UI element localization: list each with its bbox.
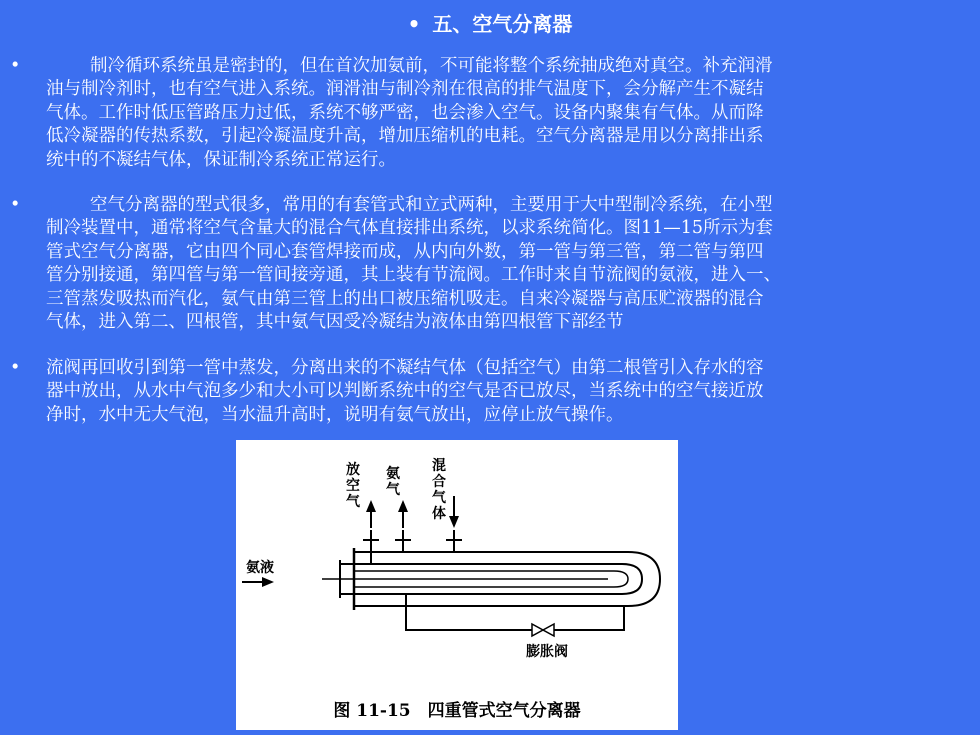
label-ammonia-liquid: 氨液 bbox=[246, 560, 274, 576]
paragraph-1 bbox=[10, 55, 958, 172]
text-line: 流阀再回收引到第一管中蒸发，分离出来的不凝结气体（包括空气）由第二根管引入存水的容 bbox=[46, 358, 764, 378]
text-line: 空气分离器的型式很多，常用的有套管式和立式两种，主要用于大中型制冷系统，在小型 bbox=[90, 195, 773, 215]
bullet: • bbox=[10, 358, 21, 378]
text-line: 管分别接通，第四管与第一管间接旁通，其上装有节流阀。工作时来自节流阀的氨液，进入一、 bbox=[46, 265, 781, 286]
text-line: 油与制冷剂时，也有空气进入系统。润滑油与制冷剂在很高的排气温度下，会分解产生不凝结 bbox=[46, 79, 764, 100]
label-expansion-valve: 膨胀阀 bbox=[526, 644, 568, 660]
text-line: 净时，水中无大气泡，当水温升高时，说明有氨气放出，应停止放气操作。 bbox=[46, 404, 624, 425]
air-separator-diagram bbox=[236, 440, 678, 730]
bullet: • bbox=[10, 56, 21, 76]
bypass-line bbox=[406, 594, 532, 630]
paragraph-2 bbox=[10, 194, 958, 334]
label-mixed-gas: 混合气体 bbox=[432, 458, 446, 522]
text-line: 制冷循环系统虽是密封的，但在首次加氨前，不可能将整个系统抽成绝对真空。补充润滑 bbox=[90, 56, 773, 76]
text-line: 制冷装置中，通常将空气含量大的混合气体直接排出系统，以求系统简化。图11—15所示为套 bbox=[46, 218, 774, 239]
air-separator-figure bbox=[236, 440, 678, 730]
text-line: 低冷凝器的传热系数，引起冷凝温度升高，增加压缩机的电耗。空气分离器是用以分离排出系 bbox=[46, 126, 764, 147]
text-line: 管式空气分离器，它由四个同心套管焊接而成，从内向外数，第一管与第三管，第二管与第四 bbox=[46, 241, 764, 262]
text-line: 气体。工作时低压管路压力过低，系统不够严密，也会渗入空气。设备内聚集有气体。从而降 bbox=[46, 102, 764, 123]
text-line: 三管蒸发吸热而汽化，氨气由第三管上的出口被压缩机吸走。自来冷凝器与高压贮液器的混合 bbox=[46, 288, 764, 309]
paragraph-3 bbox=[10, 357, 958, 427]
slide-title bbox=[0, 8, 980, 37]
label-ammonia-gas: 氨气 bbox=[386, 466, 400, 498]
figure-caption: 图 11-15 四重管式空气分离器 bbox=[333, 701, 581, 721]
title-text: 五、空气分离器 bbox=[432, 12, 573, 36]
text-line: 统中的不凝结气体，保证制冷系统正常运行。 bbox=[46, 149, 396, 170]
bullet: • bbox=[10, 195, 21, 215]
text-line: 器中放出，从水中气泡多少和大小可以判断系统中的空气是否已放尽，当系统中的空气接近放 bbox=[46, 381, 764, 402]
title-bullet: • bbox=[407, 12, 421, 36]
expansion-valve bbox=[532, 624, 554, 636]
text-line: 气体，进入第二、四根管，其中氨气因受冷凝结为液体由第四根管下部经节 bbox=[46, 312, 624, 333]
label-vent-air: 放空气 bbox=[346, 462, 360, 510]
